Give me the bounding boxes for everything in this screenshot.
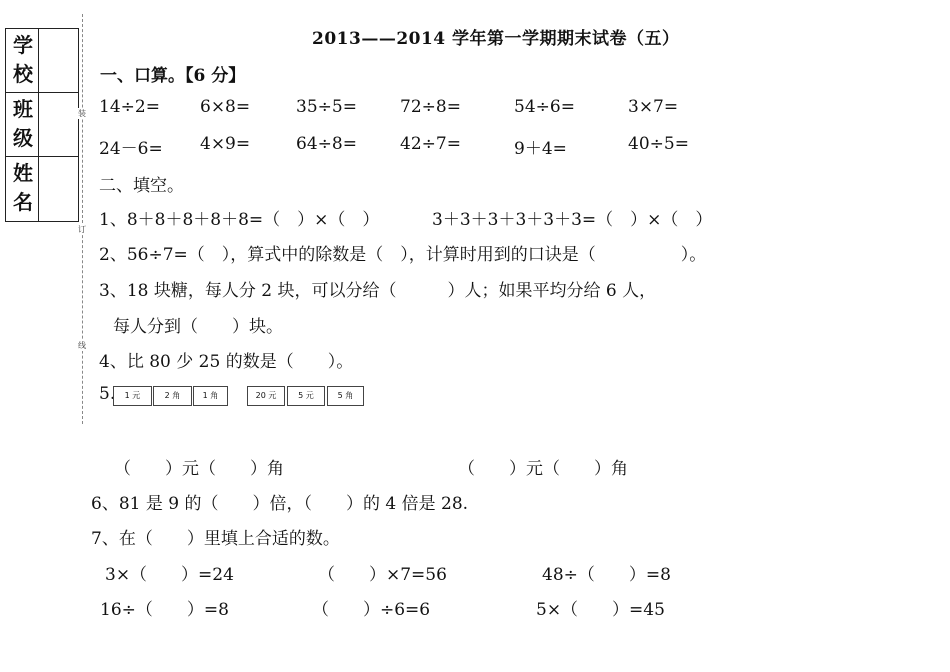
money-note: 1 角 (193, 386, 228, 406)
money-note: 1 元 (113, 386, 152, 406)
fill-question-3a: 3、18 块糖，每人分 2 块，可以分给（ ）人；如果平均分给 6 人， (99, 281, 657, 301)
money-answer-left: （ ）元（ ）角 (114, 459, 284, 479)
class-label: 班级 (13, 97, 33, 150)
oral-calc-item: 35÷5= (296, 97, 357, 117)
binding-mark: 装 (78, 109, 86, 118)
money-answer-right: （ ）元（ ）角 (458, 459, 628, 479)
money-note: 5 元 (287, 386, 325, 406)
money-note: 20 元 (247, 386, 285, 406)
oral-calc-item: 14÷2= (99, 97, 160, 117)
student-info-box (5, 28, 79, 222)
fill-question-1a: 1、8＋8＋8＋8＋8=（ ）×（ ） (99, 210, 380, 230)
binding-line (82, 14, 83, 424)
fill-item: 5×（ ）=45 (536, 600, 665, 620)
name-label: 姓名 (13, 161, 33, 214)
oral-calc-item: 9＋4= (514, 139, 567, 159)
oral-calc-item: 6×8= (200, 97, 251, 117)
fill-item: 48÷（ ）=8 (542, 565, 671, 585)
binding-mark: 线 (78, 341, 86, 350)
oral-calc-item: 54÷6= (514, 97, 575, 117)
oral-calc-item: 64÷8= (296, 134, 357, 154)
section2-heading: 二、填空。 (99, 176, 184, 196)
oral-calc-item: 24－6= (99, 139, 163, 159)
oral-calc-item: 4×9= (200, 134, 251, 154)
info-divider (6, 92, 78, 93)
school-label: 学校 (13, 33, 33, 86)
oral-calc-item: 3×7= (628, 97, 679, 117)
fill-question-7: 7、在（ ）里填上合适的数。 (91, 529, 340, 549)
section1-heading: 一、口算。【6 分】 (100, 66, 246, 86)
fill-question-2: 2、56÷7=（ ），算式中的除数是（ ），计算时用到的口诀是（ ）。 (99, 245, 707, 265)
oral-calc-item: 42÷7= (400, 134, 461, 154)
fill-item: 16÷（ ）=8 (100, 600, 229, 620)
fill-question-3b: 每人分到（ ）块。 (113, 317, 283, 337)
exam-title: 2013——2014 学年第一学期期末试卷（五） (312, 29, 680, 49)
oral-calc-item: 72÷8= (400, 97, 461, 117)
fill-question-1b: 3＋3＋3＋3＋3＋3=（ ）×（ ） (432, 210, 713, 230)
money-note: 5 角 (327, 386, 364, 406)
fill-question-5: 5. (99, 384, 116, 404)
oral-calc-item: 40÷5= (628, 134, 689, 154)
money-note: 2 角 (153, 386, 192, 406)
fill-item: 3×（ ）=24 (105, 565, 234, 585)
fill-question-4: 4、比 80 少 25 的数是（ ）。 (99, 352, 354, 372)
fill-question-6: 6、81 是 9 的（ ）倍，（ ）的 4 倍是 28. (91, 494, 469, 514)
info-divider (6, 156, 78, 157)
fill-item: （ ）÷6=6 (312, 600, 431, 620)
fill-item: （ ）×7=56 (318, 565, 447, 585)
binding-mark: 订 (78, 225, 86, 234)
